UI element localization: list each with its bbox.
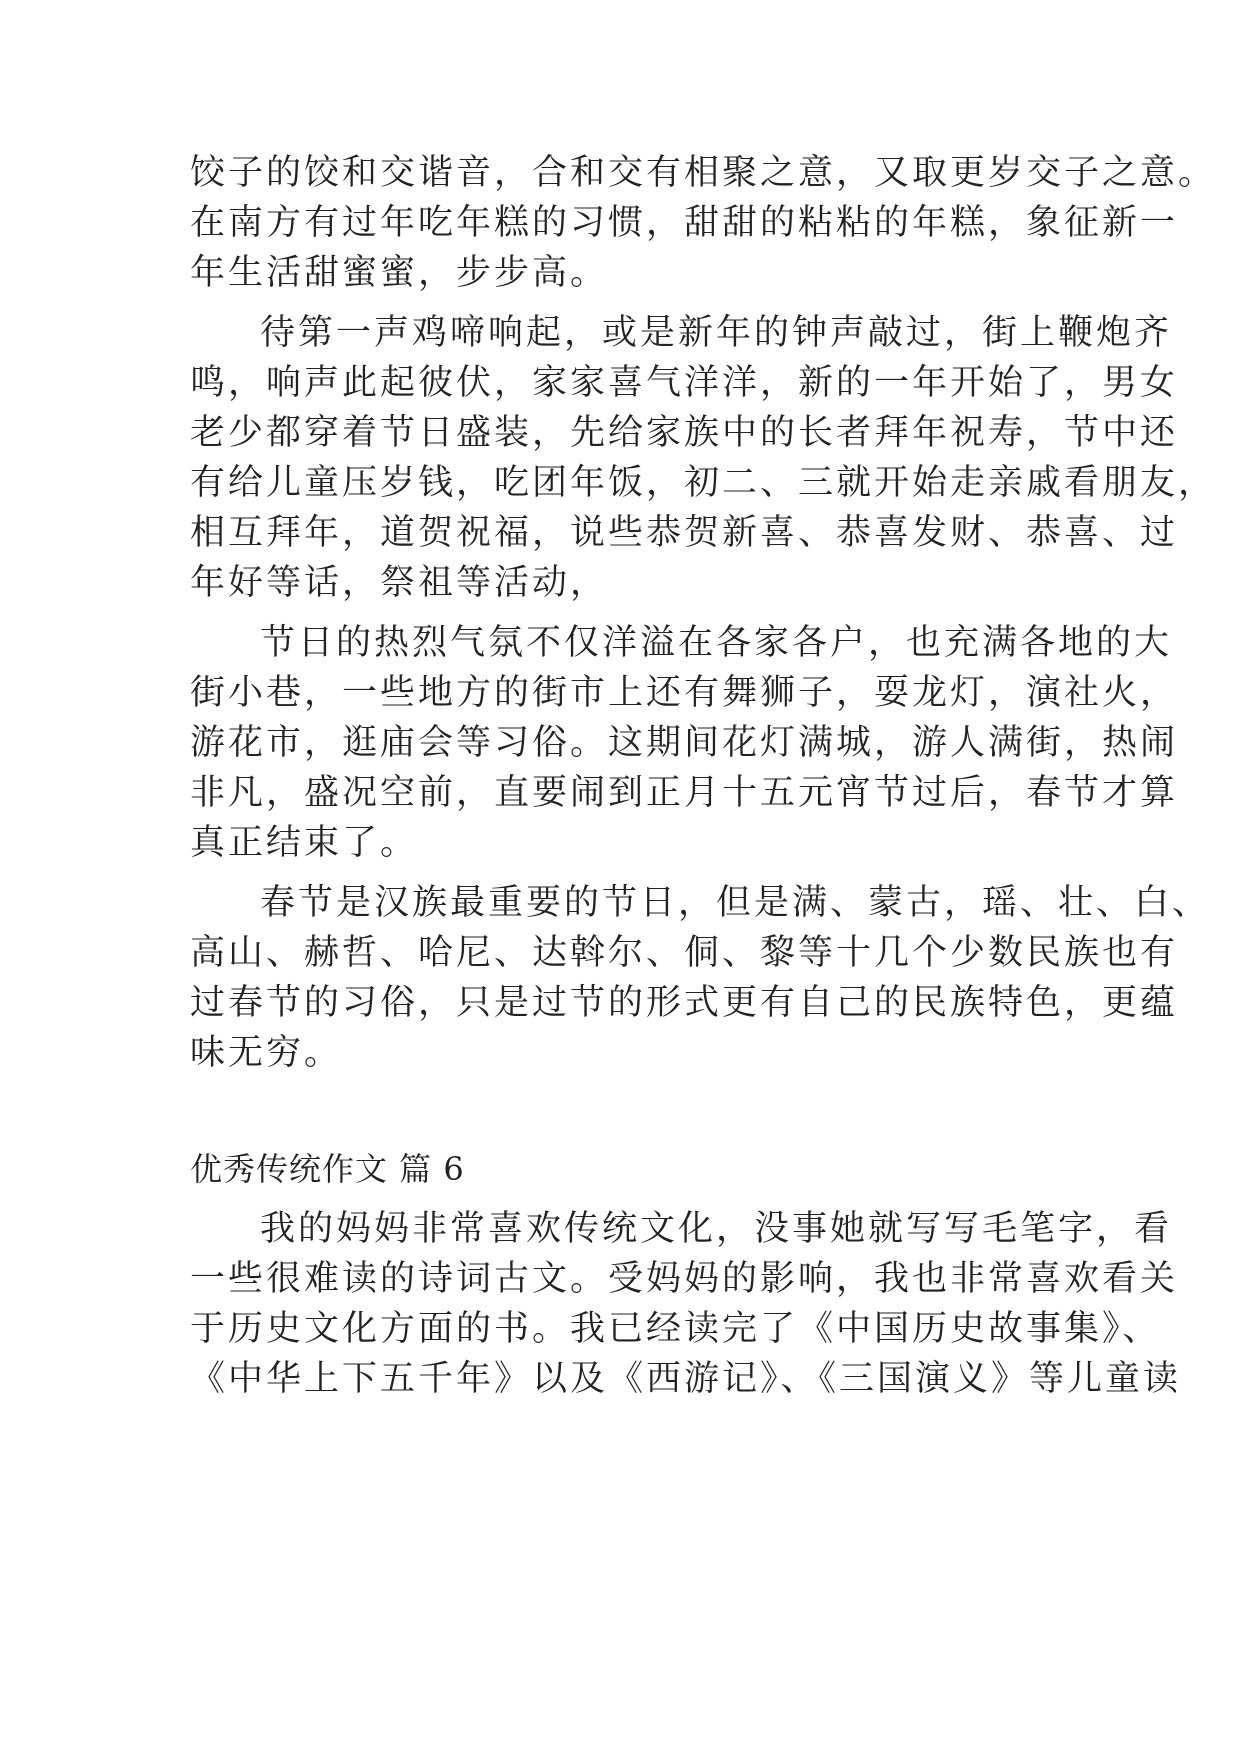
- text-line: 有给儿童压岁钱，吃团年饭，初二、三就开始走亲戚看朋友，: [190, 463, 1217, 503]
- text-line: 饺子的饺和交谐音，合和交有相聚之意，又取更岁交子之意。: [190, 153, 1217, 193]
- section-gap: [190, 1088, 1070, 1144]
- paragraph: [190, 308, 1217, 608]
- text-line: 一些很难读的诗词古文。受妈妈的影响，我也非常喜欢看关: [190, 1259, 1179, 1299]
- text-line: 老少都穿着节日盛装，先给家族中的长者拜年祝寿，节中还: [190, 413, 1179, 453]
- text-line: 味无穷。: [190, 1033, 343, 1073]
- text-line: 年好等话，祭祖等活动，: [190, 563, 609, 603]
- section-heading: 优秀传统作文 篇 6: [190, 1150, 465, 1188]
- text-line: 相互拜年，道贺祝福，说些恭贺新喜、恭喜发财、恭喜、过: [190, 513, 1179, 553]
- text-line: 街小巷，一些地方的街市上还有舞狮子，耍龙灯，演社火，: [190, 673, 1179, 713]
- paragraph: [190, 148, 1217, 298]
- text-line: 高山、赫哲、哈尼、达斡尔、侗、黎等十几个少数民族也有: [190, 933, 1179, 973]
- text-line: 鸣，响声此起彼伏，家家喜气洋洋，新的一年开始了，男女: [190, 363, 1179, 403]
- document-page: [190, 148, 1217, 1414]
- text-line: 节日的热烈气氛不仅洋溢在各家各户，也充满各地的大: [260, 623, 1173, 663]
- text-line: 过春节的习俗，只是过节的形式更有自己的民族特色，更蕴: [190, 983, 1179, 1023]
- text-line: 《中华上下五千年》以及《西游记》、《三国演义》等儿童读: [190, 1359, 1182, 1399]
- text-line: 待第一声鸡啼响起，或是新年的钟声敲过，街上鞭炮齐: [260, 313, 1173, 353]
- text-line: 非凡，盛况空前，直要闹到正月十五元宵节过后，春节才算: [190, 773, 1179, 813]
- text-line: 春节是汉族最重要的节日，但是满、蒙古，瑶、壮、白、: [260, 883, 1211, 923]
- text-line: 在南方有过年吃年糕的习惯，甜甜的粘粘的年糕，象征新一: [190, 203, 1179, 243]
- paragraph: [190, 1204, 1182, 1404]
- text-line: 我的妈妈非常喜欢传统文化，没事她就写写毛笔字，看: [260, 1209, 1173, 1249]
- text-line: 年生活甜蜜蜜，步步高。: [190, 253, 609, 293]
- text-line: 游花市，逛庙会等习俗。这期间花灯满城，游人满街，热闹: [190, 723, 1179, 763]
- paragraph: [190, 878, 1211, 1078]
- text-line: 于历史文化方面的书。我已经读完了《中国历史故事集》、: [190, 1309, 1161, 1349]
- paragraph: [190, 618, 1179, 868]
- text-line: 真正结束了。: [190, 823, 419, 863]
